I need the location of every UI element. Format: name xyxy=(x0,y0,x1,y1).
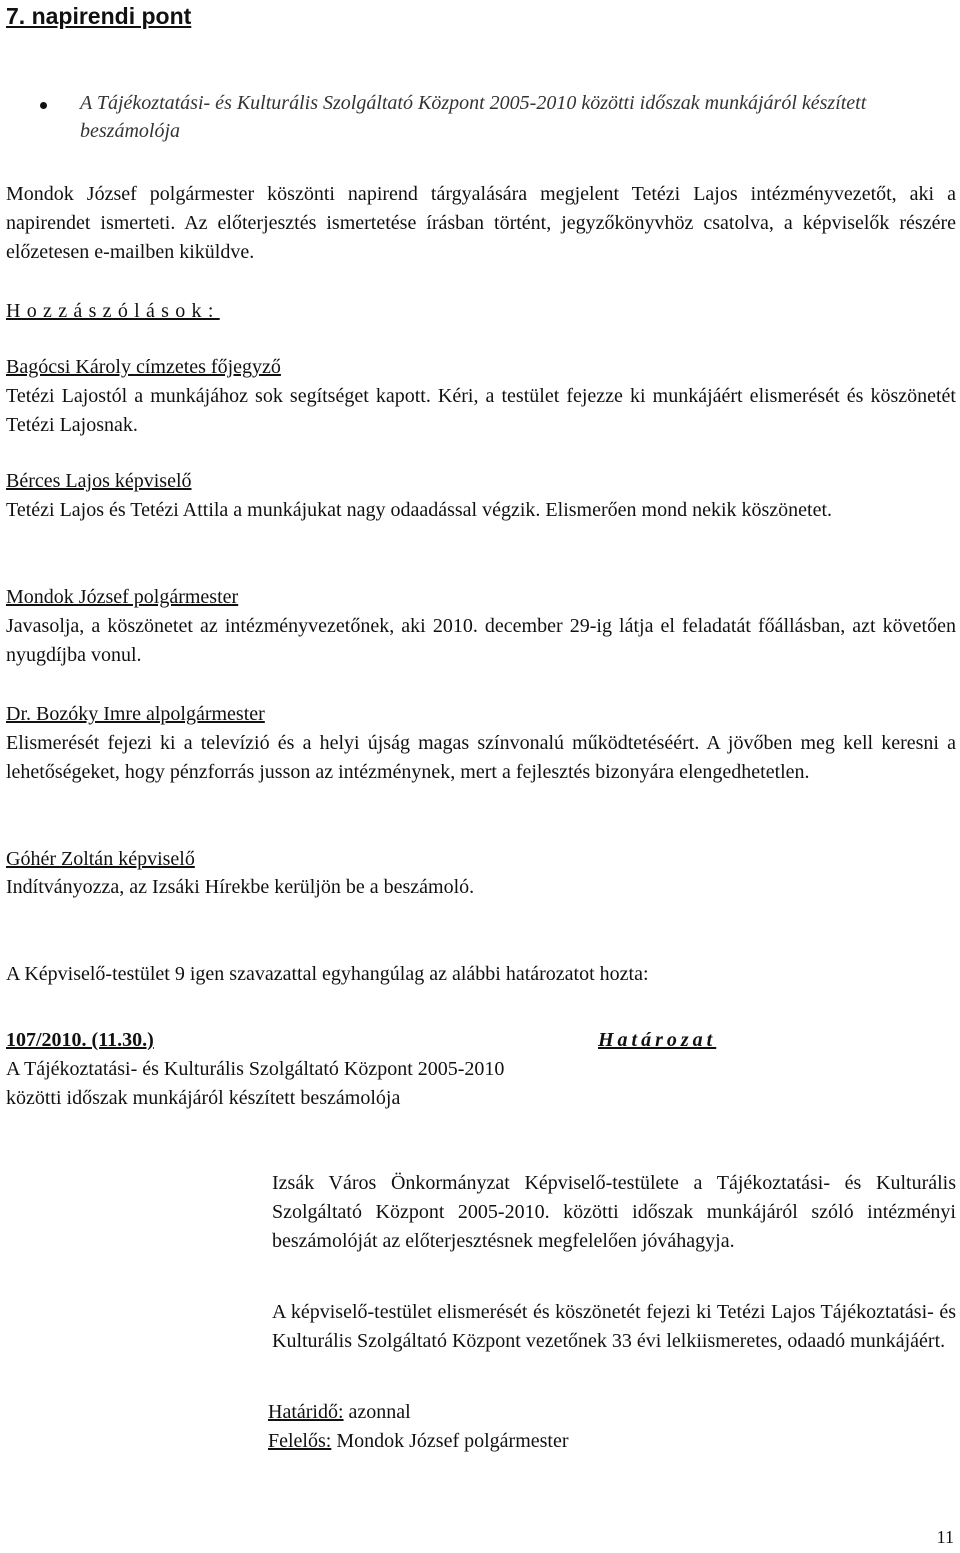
comments-label: Hozzászólások: xyxy=(6,300,220,322)
speaker-name: Góhér Zoltán képviselő xyxy=(6,848,195,870)
speaker-comment: Tetézi Lajos és Tetézi Attila a munkájukat nagy odaadással végzik. Elismerően mond nekik köszönetet. xyxy=(6,499,833,521)
speaker-comment: Elismerését fejezi ki a televízió és a helyi újság magas színvonalú működtetéséért. A jövőben meg kell keresni a lehetőségeket, hogy pénzforrás jusson az intézménynek, mert a fejlesztés bizonyára elengedhetetlen. xyxy=(6,732,956,783)
speaker-comment: Tetézi Lajostól a munkájához sok segítséget kapott. Kéri, a testület fejezze ki munkájáért elismerését és köszönetét Tetézi Lajosnak. xyxy=(6,385,956,436)
speaker-name: Dr. Bozóky Imre alpolgármester xyxy=(6,703,265,725)
responsible-label: Felelős: xyxy=(268,1430,332,1452)
responsible-line xyxy=(268,1427,569,1456)
page-title: 7. napirendi pont xyxy=(6,3,192,29)
intro-paragraph: Mondok József polgármester köszönti napirend tárgyalására megjelent Tetézi Lajos intézményvezetőt, aki a napirendet ismerteti. Az előterjesztés ismertetése írásban történt, jegyzőkönyvhöz csatolva, a képviselők részére előzetesen e-mailben kiküldve. xyxy=(6,183,956,263)
deadline-label: Határidő: xyxy=(268,1401,344,1423)
page-number: 11 xyxy=(936,1527,954,1547)
resolution-paragraph: Izsák Város Önkormányzat Képviselő-testülete a Tájékoztatási- és Kulturális Szolgáltató Központ 2005-2010. közötti időszak munkájáról szóló intézményi beszámolóját az előterjesztésnek megfelelően jóváhagyja. xyxy=(272,1172,956,1252)
resolution-subject: A Tájékoztatási- és Kulturális Szolgáltató Központ 2005-2010 közötti időszak munkájáról készített beszámolója xyxy=(6,1058,505,1109)
speaker-name: Bérces Lajos képviselő xyxy=(6,470,192,492)
speaker-comment: Indítványozza, az Izsáki Hírekbe kerüljön be a beszámoló. xyxy=(6,876,475,898)
speaker-name: Mondok József polgármester xyxy=(6,586,239,608)
deadline-line xyxy=(268,1398,411,1427)
resolution-title: Határozat xyxy=(598,1029,717,1051)
resolution-paragraph: A képviselő-testület elismerését és köszönetét fejezi ki Tetézi Lajos Tájékoztatási- és Kulturális Szolgáltató Központ vezetőnek 33 évi lelkiismeretes, odaadó munkájáért. xyxy=(272,1301,956,1352)
vote-statement: A Képviselő-testület 9 igen szavazattal egyhangúlag az alábbi határozatot hozta: xyxy=(6,963,649,985)
speaker-comment: Javasolja, a köszönetet az intézményvezetőnek, aki 2010. december 29-ig látja el feladatát főállásban, azt követően nyugdíjba vonul. xyxy=(6,615,956,666)
bullet-icon xyxy=(40,102,47,109)
responsible-value: Mondok József polgármester xyxy=(336,1430,569,1452)
deadline-value: azonnal xyxy=(348,1401,411,1423)
speaker-name: Bagócsi Károly címzetes főjegyző xyxy=(6,356,281,378)
resolution-number: 107/2010. (11.30.) xyxy=(6,1029,154,1051)
agenda-item-title: A Tájékoztatási- és Kulturális Szolgáltató Központ 2005-2010 közötti időszak munkájáról készített beszámolója xyxy=(80,92,867,142)
